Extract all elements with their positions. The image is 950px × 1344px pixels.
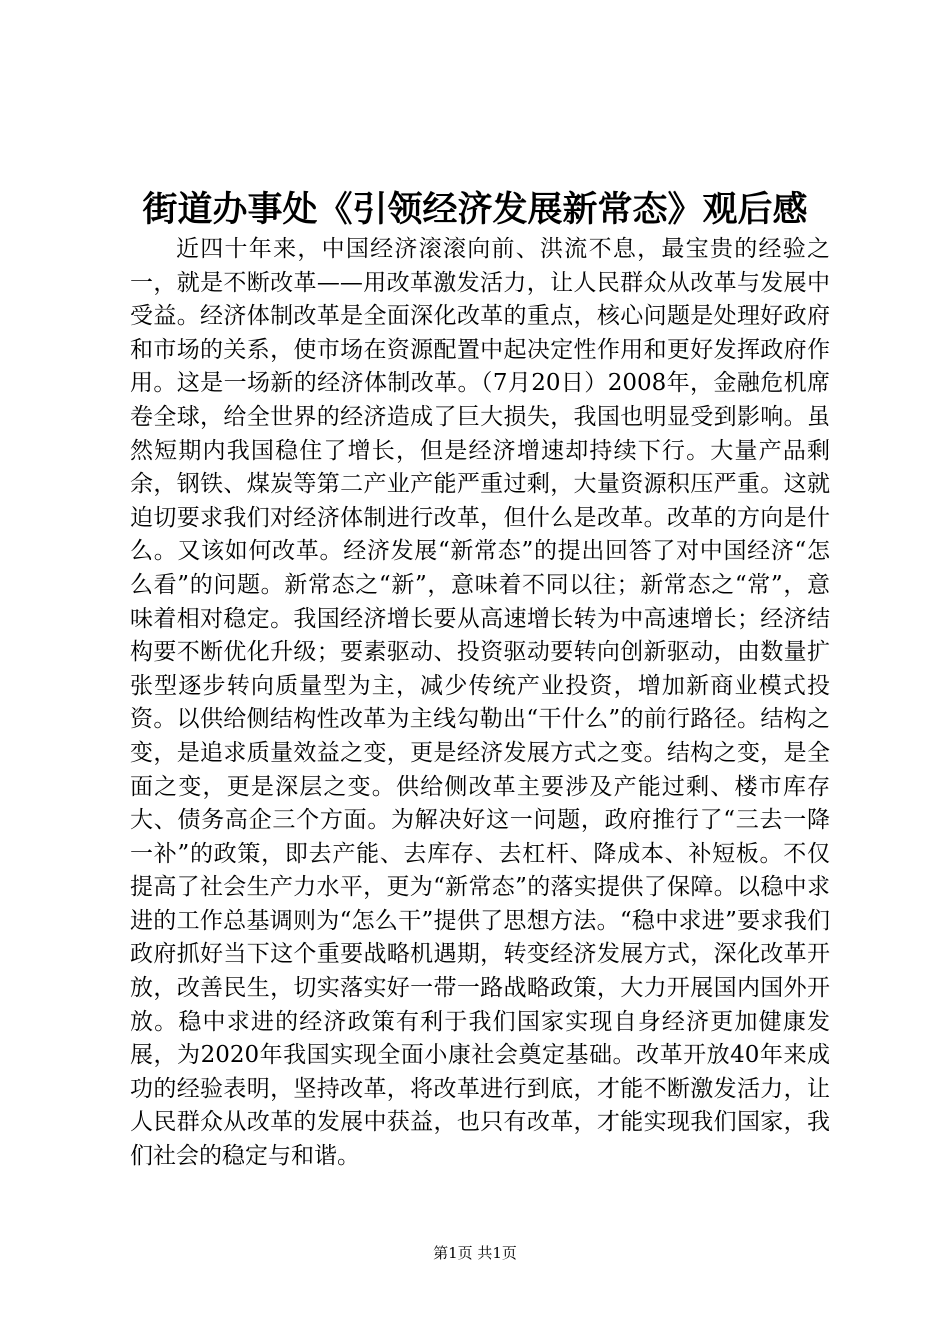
page-footer: 第1页 共1页 <box>433 1244 517 1262</box>
document-body <box>130 233 830 1174</box>
body-paragraph: 近四十年来，中国经济滚滚向前、洪流不息，最宝贵的经验之一，就是不断改革——用改革激发活力，让人民群众从改革与发展中受益。经济体制改革是全面深化改革的重点，核心问题是处理好政府和市场的关系，使市场在资源配置中起决定性作用和更好发挥政府作用。这是一场新的经济体制改革。（7月20日）2008年，金融危机席卷全球，给全世界的经济造成了巨大损失，我国也明显受到影响。虽然短期内我国稳住了增长，但是经济增速却持续下行。大量产品剩余，钢铁、煤炭等第二产业产能严重过剩，大量资源积压严重。这就迫切要求我们对经济体制进行改革，但什么是改革。改革的方向是什么。又该如何改革。经济发展“新常态”的提出回答了对中国经济“怎么看”的问题。新常态之“新”，意味着不同以往；新常态之“常”，意味着相对稳定。我国经济增长要从高速增长转为中高速增长；经济结构要不断优化升级；要素驱动、投资驱动要转向创新驱动，由数量扩张型逐步转向质量型为主，减少传统产业投资，增加新商业模式投资。以供给侧结构性改革为主线勾勒出“干什么”的前行路径。结构之变，是追求质量效益之变，更是经济发展方式之变。结构之变，是全面之变，更是深层之变。供给侧改革主要涉及产能过剩、楼市库存大、债务高企三个方面。为解决好这一问题，政府推行了“三去一降一补”的政策，即去产能、去库存、去杠杆、降成本、补短板。不仅提高了社会生产力水平，更为“新常态”的落实提供了保障。以稳中求进的工作总基调则为“怎么干”提供了思想方法。“稳中求进”要求我们政府抓好当下这个重要战略机遇期，转变经济发展方式，深化改革开放，改善民生，切实落实好一带一路战略政策，大力开展国内国外开放。稳中求进的经济政策有利于我们国家实现自身经济更加健康发展，为2020年我国实现全面小康社会奠定基础。改革开放40年来成功的经验表明，坚持改革，将改革进行到底，才能不断激发活力，让人民群众从改革的发展中获益，也只有改革，才能实现我们国家，我们社会的稳定与和谐。 <box>130 236 830 1170</box>
document-title: 街道办事处《引领经济发展新常态》观后感 <box>142 189 808 230</box>
